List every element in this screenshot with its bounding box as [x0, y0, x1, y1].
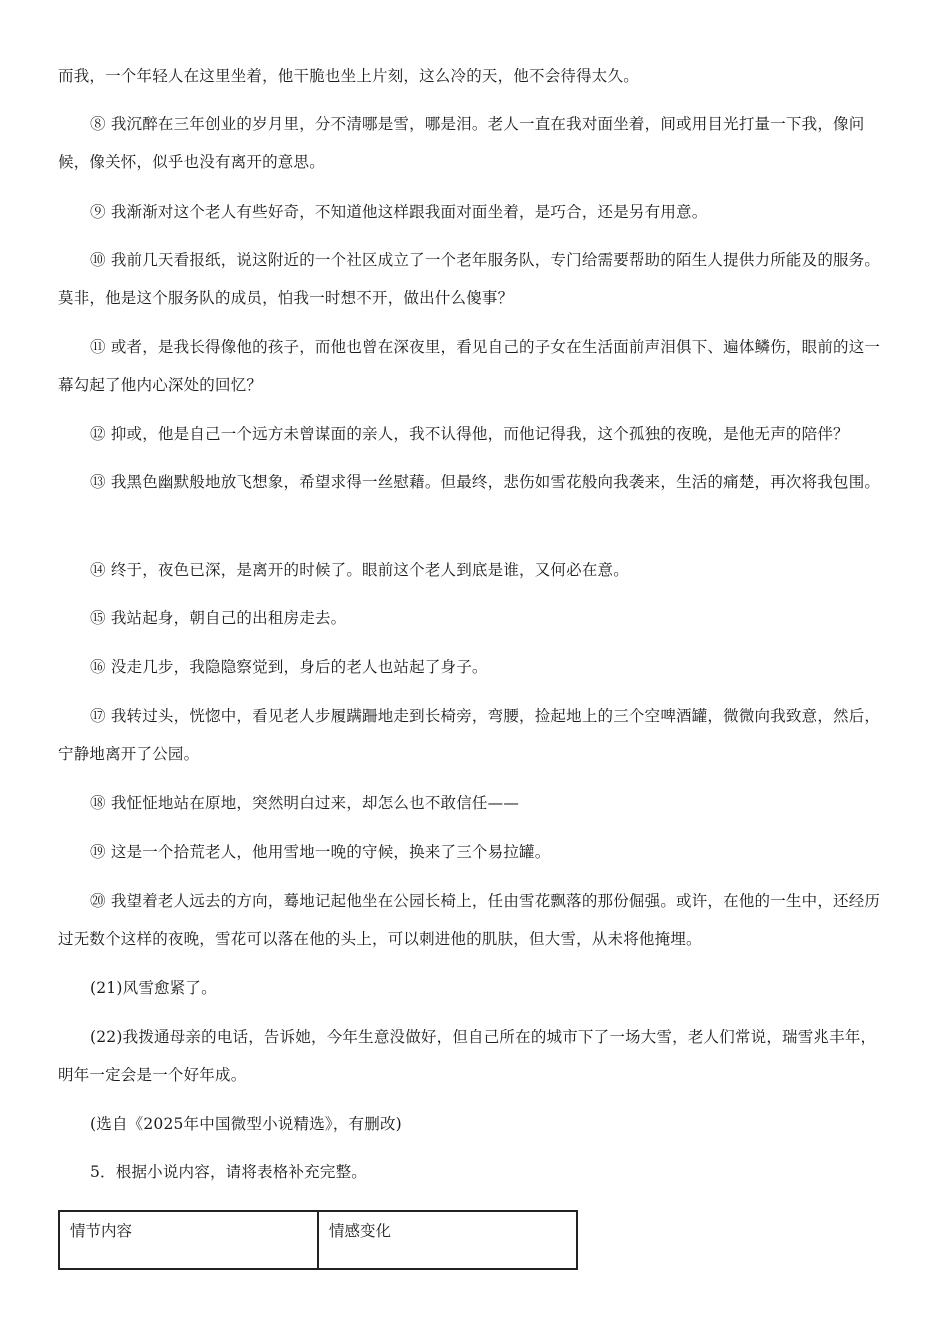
question-5: 5．根据小说内容，请将表格补充完整。 [90, 1163, 367, 1181]
paragraph-17: ⑰ 我转过头，恍惚中，看见老人步履蹒跚地走到长椅旁，弯腰，捡起地上的三个空啤酒罐，微微向我致意，然后，宁静地离开了公园。 [58, 707, 881, 763]
paragraph-11: ⑪ 或者，是我长得像他的孩子，而他也曾在深夜里，看见自己的子女在生活面前声泪俱下、遍体鳞伤，眼前的这一幕勾起了他内心深处的回忆？ [58, 338, 881, 394]
paragraph-13: ⑬ 我黑色幽默般地放飞想象，希望求得一丝慰藉。但最终，悲伤如雪花般向我袭来，生活的痛楚，再次将我包围。 [90, 473, 881, 491]
paragraph-19: ⑲ 这是一个拾荒老人，他用雪地一晚的守候，换来了三个易拉罐。 [90, 843, 551, 861]
table-header-emotion: 情感变化 [317, 1212, 576, 1268]
paragraph-9: ⑨ 我渐渐对这个老人有些好奇，不知道他这样跟我面对面坐着，是巧合，还是另有用意。 [90, 203, 708, 221]
table-header-plot: 情节内容 [70, 1222, 133, 1240]
paragraph-18: ⑱ 我怔怔地站在原地，突然明白过来，却怎么也不敢信任—— [90, 794, 520, 812]
paragraph-14: ⑭ 终于，夜色已深，是离开的时候了。眼前这个老人到底是谁，又何必在意。 [90, 561, 629, 579]
paragraph-12: ⑫ 抑或，他是自己一个远方未曾谋面的亲人，我不认得他，而他记得我，这个孤独的夜晚，是他无声的陪伴？ [90, 425, 849, 443]
paragraph-15: ⑮ 我站起身，朝自己的出租房走去。 [90, 609, 347, 627]
paragraph-8: ⑧ 我沉醉在三年创业的岁月里，分不清哪是雪，哪是泪。老人一直在我对面坐着，间或用目光打量一下我，像问候，像关怀，似乎也没有离开的意思。 [58, 115, 865, 171]
paragraph-7-continued: 而我，一个年轻人在这里坐着，他干脆也坐上片刻，这么冷的天，他不会待得太久。 [58, 67, 639, 85]
paragraph-22: (22)我拨通母亲的电话，告诉她，今年生意没做好，但自己所在的城市下了一场大雪，老人们常说，瑞雪兆丰年，明年一定会是一个好年成。 [58, 1028, 877, 1084]
paragraph-21: (21)风雪愈紧了。 [90, 979, 217, 997]
paragraph-10: ⑩ 我前几天看报纸，说这附近的一个社区成立了一个老年服务队，专门给需要帮助的陌生人提供力所能及的服务。莫非，他是这个服务队的成员，怕我一时想不开，做出什么傻事？ [58, 251, 881, 307]
paragraph-20: ⑳ 我望着老人远去的方向，蓦地记起他坐在公园长椅上，任由雪花飘落的那份倔强。或许，在他的一生中，还经历过无数个这样的夜晚，雪花可以落在他的头上，可以刺进他的肌肤，但大雪，从未将他掩埋。 [58, 892, 881, 948]
answer-table [58, 1210, 578, 1270]
paragraph-16: ⑯ 没走几步，我隐隐察觉到，身后的老人也站起了身子。 [90, 658, 488, 676]
source-note: (选自《2025年中国微型小说精选》，有删改) [90, 1115, 402, 1133]
